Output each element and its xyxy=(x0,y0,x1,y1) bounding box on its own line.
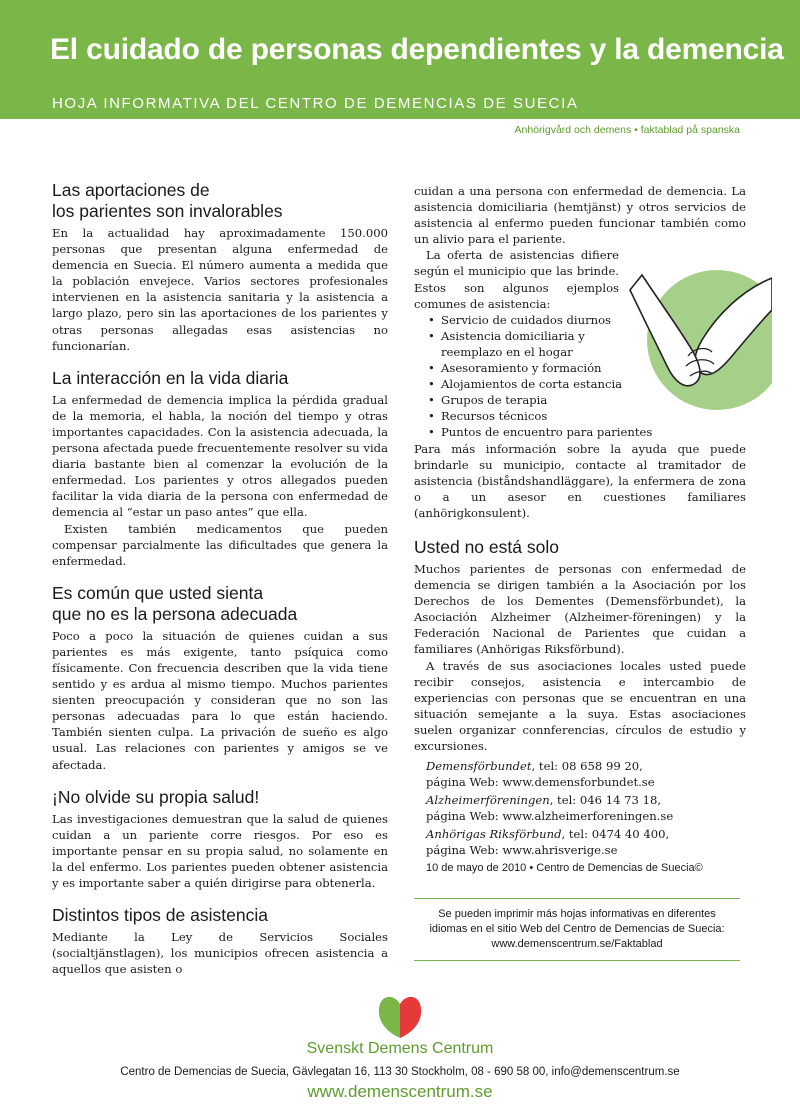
list-item: • Asistencia domiciliaria y reemplazo en el hogar xyxy=(428,328,588,360)
section-text: Muchos parientes de personas con enfermedad de demencia se dirigen también a la Asociación por los Derechos de los Dementes (Demensförbundet), la Asociación Alzheimer (Alzheimer-föreningen) y la Federación Nacional de Parientes que cuidan a familiares (Anhörigas Riksförbund). xyxy=(414,561,746,657)
contact-name: Alzheimerföreningen xyxy=(426,793,550,808)
section-aportaciones xyxy=(52,180,388,354)
contact-web[interactable]: página Web: www.ahrisverige.se xyxy=(426,843,618,858)
tagline: Anhörigvård och demens • faktablad på spanska xyxy=(514,124,740,136)
contact-tel: , tel: 046 14 73 18, xyxy=(549,793,662,808)
section-text: Existen también medicamentos que pueden compensar parcialmente las dificultades que genera la enfermedad. xyxy=(52,521,388,568)
section-text: cuidan a una persona con enfermedad de demencia. La asistencia domiciliaria (hemtjänst) y otros servicios de asistencia al enfermo pueden funcionar también como un alivio para el pariente. xyxy=(414,184,746,247)
heading-line: los parientes son invalorables xyxy=(52,201,283,221)
section-tipos xyxy=(52,905,388,977)
section-text: En la actualidad hay aproximadamente 150.000 personas que presentan alguna enfermedad de demencia en Suecia. El número aumenta a medida que la población envejece. Varios sectores profesionales intervienen en la asistencia sanitaria y la asistencia a largo plazo, pero sin las aportaciones de los parientes y otras personas allegadas esas asistencias no funcionarían. xyxy=(52,226,388,353)
section-text: Poco a poco la situación de quienes cuidan a sus parientes es más exigente, tanto psíquica como físicamente. Con frecuencia describen que la vida tiene sentido y es ardua al mismo tiempo. Muchos parientes sienten preocupación y consideran que no son las personas adecuadas para lo que están haciendo. También sienten culpa. La privación de sueño es algo usual. Las relaciones con parientes y amigos se ve afectada. xyxy=(52,628,388,772)
contact-name: Demensförbundet xyxy=(426,759,532,774)
list-item: • Alojamientos de corta estancia xyxy=(428,376,746,392)
right-column xyxy=(414,183,746,888)
section-heading: ¡No olvide su propia salud! xyxy=(52,786,260,807)
section-heading xyxy=(52,583,388,625)
logo-red-half xyxy=(400,997,421,1038)
print-line: Se pueden imprimir más hojas informativas en diferentes xyxy=(438,908,716,920)
heading-line: Es común que usted sienta xyxy=(52,582,264,603)
section-text: A través de sus asociaciones locales usted puede recibir consejos, asistencia e intercambio de experiencias con personas que se encuentran en una situación semejante a la suya. Estas asociaciones suelen organizar connferencias, círculos de estudio y excursiones. xyxy=(414,658,746,753)
section-asistencia-cont xyxy=(414,183,746,521)
contact-tel: , tel: 08 658 99 20, xyxy=(531,759,643,774)
page-subtitle: HOJA INFORMATIVA DEL CENTRO DE DEMENCIAS DE SUECIA xyxy=(52,95,579,112)
contact-entry xyxy=(426,758,746,790)
print-more-box xyxy=(414,898,740,961)
section-heading: Usted no está solo xyxy=(414,536,559,557)
section-no-solo xyxy=(414,537,746,874)
organization-name: Svenskt Demens Centrum xyxy=(306,1040,494,1057)
footer-website-link[interactable]: www.demenscentrum.se xyxy=(307,1082,493,1101)
section-text: Para más información sobre la ayuda que puede brindarle su municipio, contacte al tramitador de asistencia (biståndshandläggare), la enfermera de zona o a un asesor en cuestiones familiares (anhörigkonsulent). xyxy=(414,441,746,520)
left-column xyxy=(52,180,388,991)
list-item: • Servicio de cuidados diurnos xyxy=(428,312,746,328)
date-line: 10 de mayo de 2010 • Centro de Demencias de Suecia© xyxy=(426,862,703,875)
contact-web[interactable]: página Web: www.demensforbundet.se xyxy=(426,775,655,790)
section-interaccion xyxy=(52,368,388,569)
heading-line: que no es la persona adecuada xyxy=(52,603,298,624)
heading-line: Las aportaciones de xyxy=(52,180,210,200)
section-heading xyxy=(52,180,388,222)
contact-tel: , tel: 0474 40 400, xyxy=(561,827,670,842)
list-item: • Grupos de terapia xyxy=(428,392,746,408)
section-text: La oferta de asistencias difiere según el municipio que las brinde. Estos son algunos ejemplos comunes de asistencia: xyxy=(414,248,619,311)
section-comun xyxy=(52,583,388,773)
list-item: • Asesoramiento y formación xyxy=(428,360,746,376)
section-text: Las investigaciones demuestran que la salud de quienes cuidan a un pariente corre riesgos. Por eso es importante pensar en su propia salud, no solamente en la del enfermo. Los parientes pueden obtener asistencia y es importante saber a quién dirigirse para obtenerla. xyxy=(52,811,388,890)
section-heading: La interacción en la vida diaria xyxy=(52,367,289,388)
section-heading: Distintos tipos de asistencia xyxy=(52,905,268,926)
section-text: La enfermedad de demencia implica la pérdida gradual de la memoria, el habla, la noción del tiempo y otras importantes capacidades. Con la asistencia adecuada, la persona afectada puede frecuentemente resolver su vida diaria bastante bien al comenzar la evolución de la enfermedad. Los parientes y otros allegados pueden facilitar la vida diaria de la persona con enfermedad de demencia al “estar un paso antes” que ella. xyxy=(52,392,388,520)
contacts-list xyxy=(426,758,746,858)
header-banner xyxy=(0,0,800,119)
footer-address: Centro de Demencias de Suecia, Gävlegatan 16, 113 30 Stockholm, 08 - 690 58 00, info@demenscentrum.se xyxy=(120,1066,680,1078)
contact-web[interactable]: página Web: www.alzheimerforeningen.se xyxy=(426,809,674,824)
logo-green-half xyxy=(379,997,400,1038)
contact-entry xyxy=(426,792,746,824)
faktablad-link[interactable]: www.demenscentrum.se/Faktablad xyxy=(491,938,663,950)
section-text: Mediante la Ley de Servicios Sociales (socialtjänstlagen), los municipios ofrecen asistencia a aquellos que asisten o xyxy=(52,930,388,977)
print-line: idiomas en el sitio Web del Centro de Demencias de Suecia: xyxy=(429,923,725,935)
contact-name: Anhörigas Riksförbund xyxy=(426,827,562,842)
section-salud xyxy=(52,787,388,891)
list-item: • Recursos técnicos xyxy=(428,408,746,424)
heart-logo-icon xyxy=(370,990,430,1040)
assistance-list xyxy=(428,312,746,441)
contact-entry xyxy=(426,826,746,858)
page-title: El cuidado de personas dependientes y la demencia xyxy=(50,33,784,66)
list-item: • Puntos de encuentro para parientes xyxy=(428,424,746,440)
